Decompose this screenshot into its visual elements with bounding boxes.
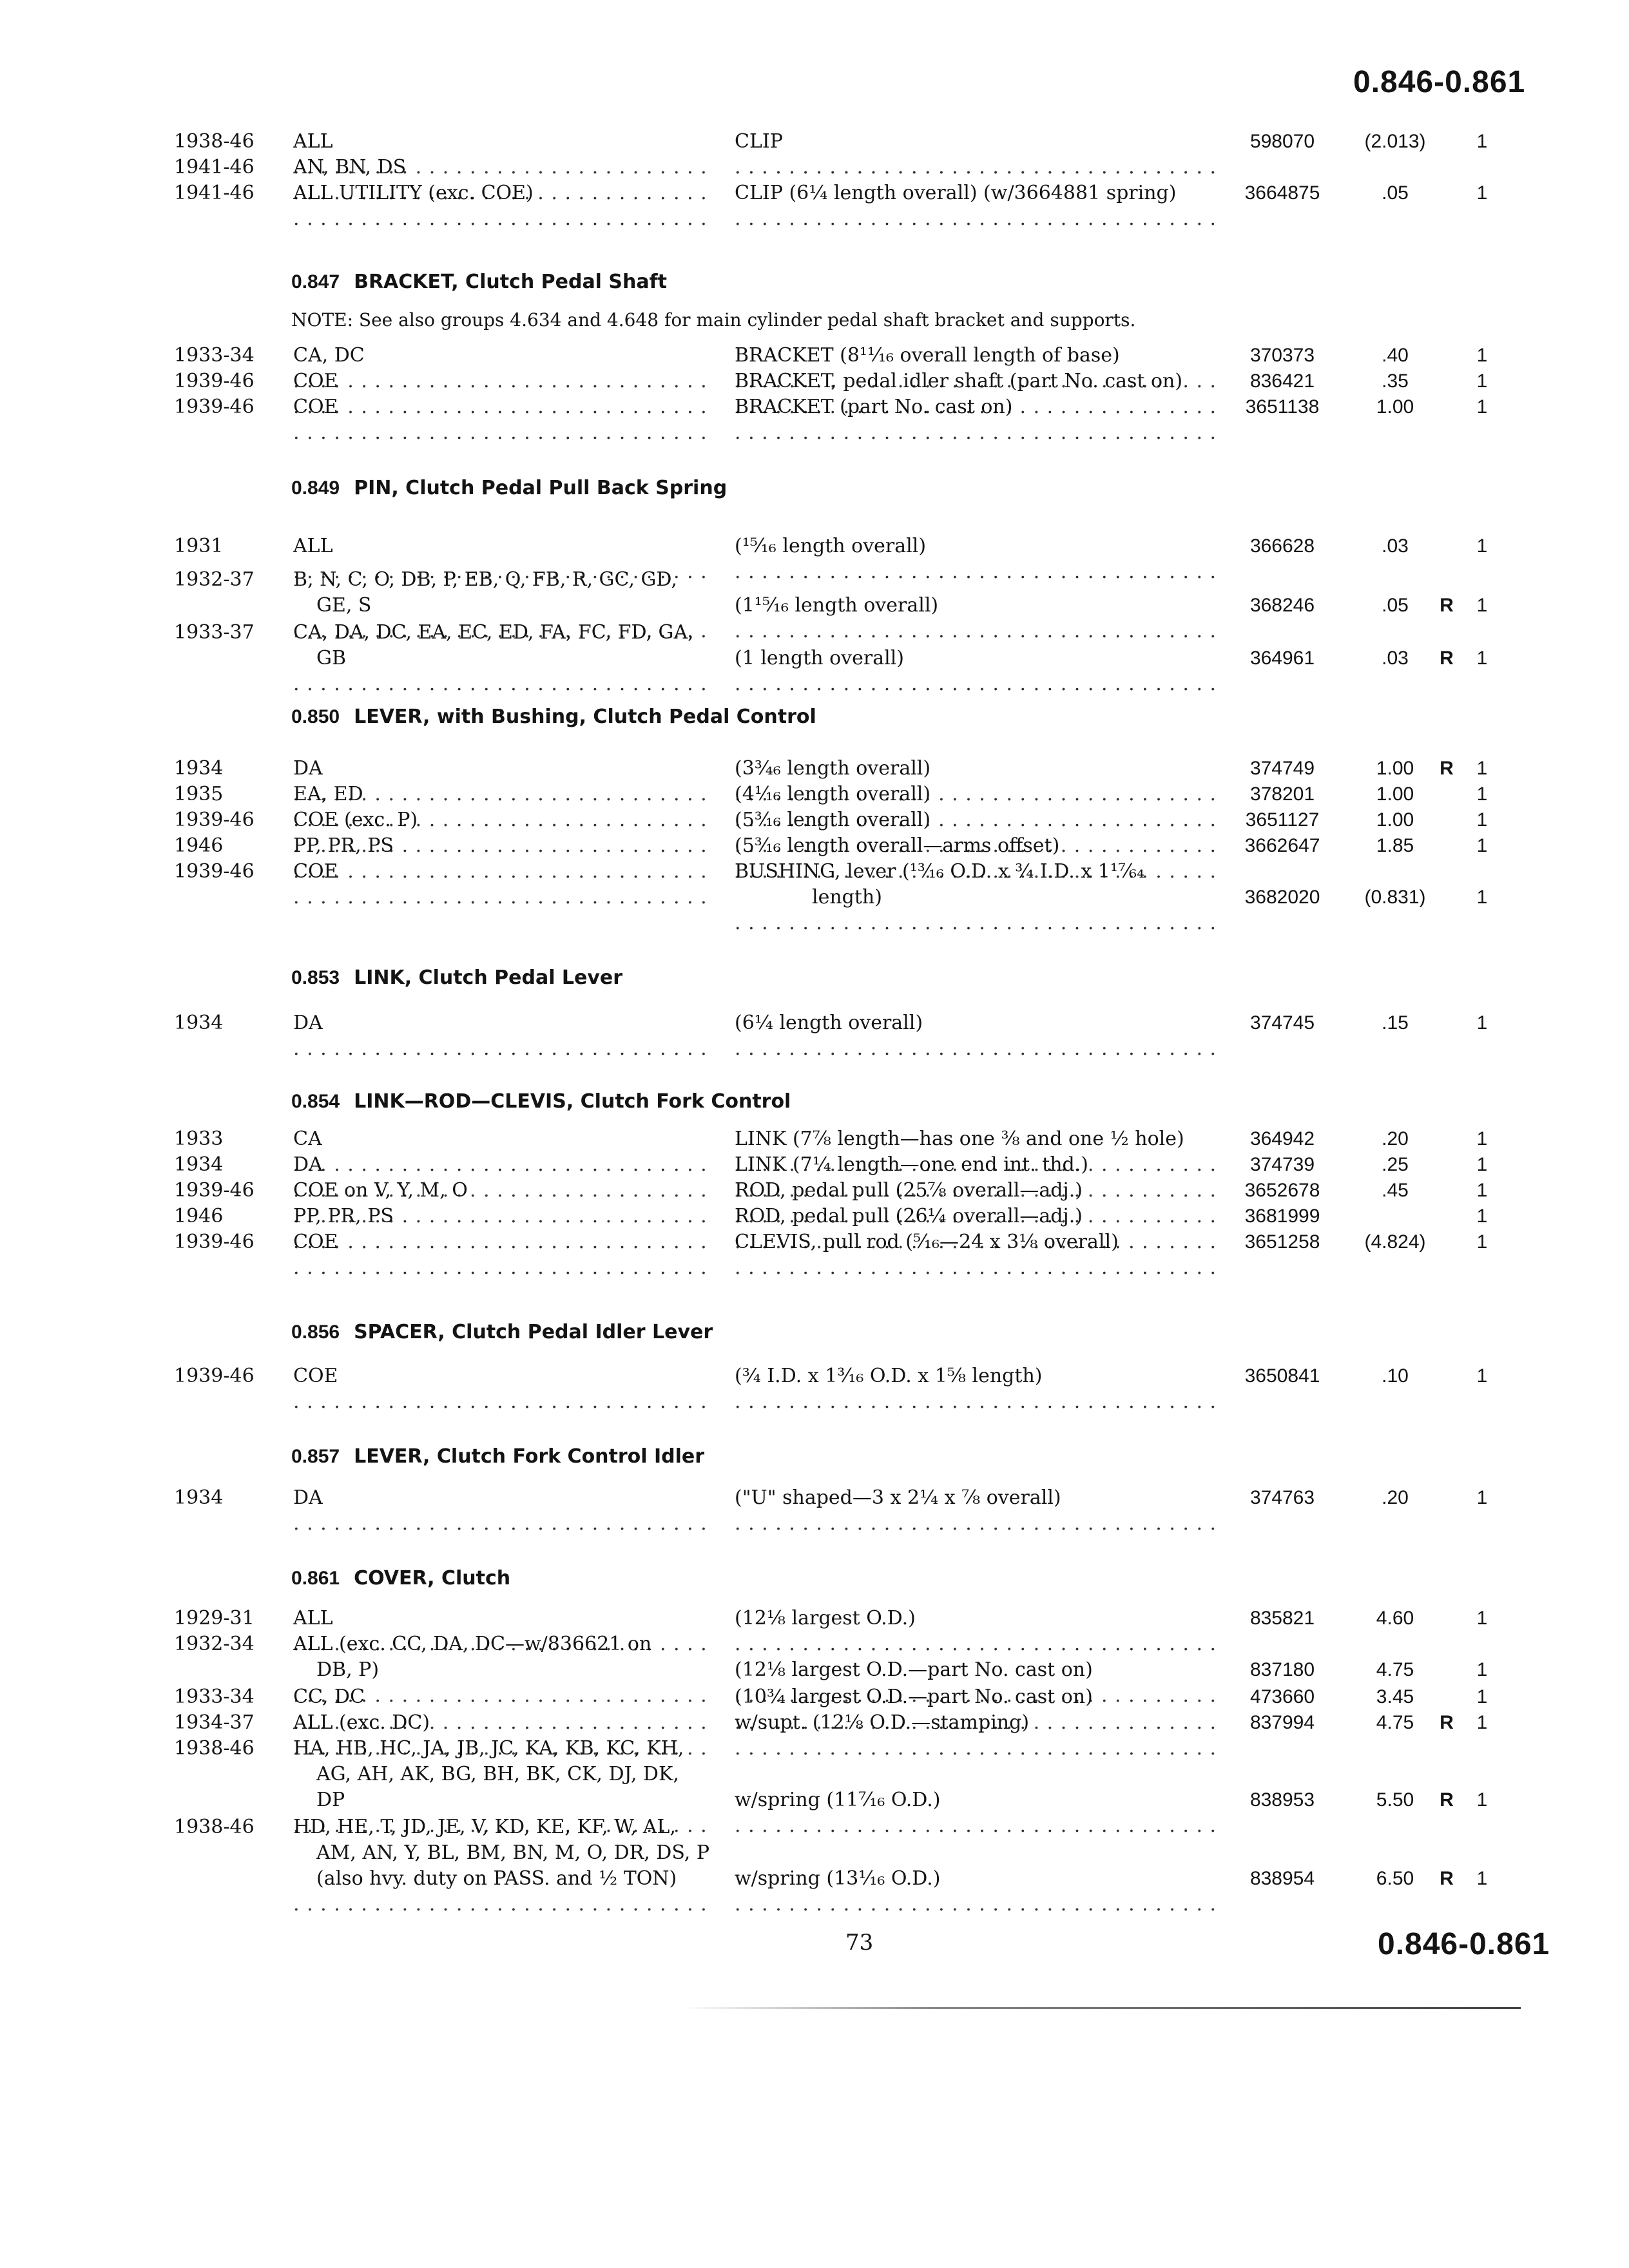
- part-description: [735, 859, 1215, 936]
- model-line: AN, BN, DS: [293, 156, 407, 178]
- part-number: 3650841: [1244, 1365, 1320, 1387]
- year-range: 1933-34: [174, 344, 255, 367]
- quantity: 1: [1476, 809, 1488, 831]
- year-range: 1938-46: [174, 130, 255, 153]
- quantity: 1: [1476, 1789, 1488, 1811]
- section-name: LEVER, Clutch Fork Control Idler: [354, 1445, 705, 1468]
- description-line: (¹⁵⁄₁₆ length overall): [735, 535, 927, 557]
- part-number: 3662647: [1244, 835, 1320, 856]
- year-range: 1938-46: [174, 1816, 255, 1838]
- part-description: [735, 180, 1215, 232]
- part-number: 3652678: [1244, 1180, 1320, 1201]
- description-line: CLIP (6¼ length overall) (w/3664881 spring): [735, 182, 1177, 204]
- year-range: 1939-46: [174, 809, 255, 831]
- replacement-flag: R: [1440, 758, 1454, 779]
- model-line: ALL (exc. CC, DA, DC—w/836621 on: [293, 1633, 652, 1655]
- quantity: 1: [1476, 182, 1488, 204]
- price: .45: [1382, 1180, 1409, 1201]
- price: 1.85: [1376, 835, 1414, 856]
- year-range: 1939-46: [174, 396, 255, 418]
- year-range: 1932-34: [174, 1633, 255, 1655]
- model-line: AG, AH, AK, BG, BH, BK, CK, DJ, DK,: [316, 1763, 679, 1785]
- footer-range: 0.846-0.861: [1378, 1927, 1550, 1961]
- part-number: 374745: [1249, 1012, 1315, 1033]
- part-number: 368246: [1249, 595, 1315, 616]
- description-line: BRACKET (part No. cast on): [735, 396, 1013, 418]
- part-number: 598070: [1249, 131, 1315, 152]
- section-title: [291, 1445, 704, 1468]
- year-range: 1939-46: [174, 860, 255, 883]
- price: .20: [1382, 1487, 1409, 1508]
- part-number: 370373: [1249, 345, 1315, 366]
- description-line: w/spring (13¹⁄₁₆ O.D.): [735, 1867, 941, 1890]
- quantity: 1: [1476, 396, 1488, 418]
- part-number: 374763: [1249, 1487, 1315, 1508]
- price: .20: [1382, 1128, 1409, 1149]
- replacement-flag: R: [1440, 595, 1454, 616]
- price: 1.00: [1376, 758, 1414, 779]
- quantity: 1: [1476, 758, 1488, 779]
- model-line: COE: [293, 1231, 338, 1253]
- description-line: (3¾₆ length overall): [735, 757, 931, 780]
- model-line: DA: [293, 1012, 323, 1034]
- section-name: SPACER, Clutch Pedal Idler Lever: [354, 1321, 713, 1343]
- price: 1.00: [1376, 783, 1414, 805]
- quantity: 1: [1476, 835, 1488, 856]
- quantity: 1: [1476, 1012, 1488, 1033]
- description-line: ROD, pedal pull (26¼ overall—adj.): [735, 1205, 1083, 1227]
- year-range: 1934: [174, 1153, 224, 1176]
- quantity: 1: [1476, 535, 1488, 557]
- model-line: CA, DA, DC, EA, EC, ED, FA, FC, FD, GA,: [293, 621, 694, 644]
- description-line: (6¼ length overall): [735, 1012, 923, 1034]
- part-description: [735, 533, 1215, 585]
- part-number: 837180: [1249, 1659, 1315, 1680]
- section-title: [291, 1567, 510, 1590]
- model-line: PP, PR, PS: [293, 834, 394, 857]
- quantity: 1: [1476, 1659, 1488, 1680]
- description-line: BRACKET, pedal idler shaft (part No. cast on): [735, 370, 1183, 392]
- replacement-flag: R: [1440, 1868, 1454, 1889]
- price: .35: [1382, 370, 1409, 392]
- year-range: 1946: [174, 834, 224, 857]
- description-line: w/spring (11⁷⁄₁₆ O.D.): [735, 1789, 941, 1811]
- price: 4.60: [1376, 1608, 1414, 1629]
- model-line: DA: [293, 757, 323, 780]
- model-list: [293, 180, 712, 232]
- part-number: 374739: [1249, 1154, 1315, 1175]
- header-range: 0.846-0.861: [1353, 65, 1526, 99]
- model-line: ALL: [293, 130, 333, 153]
- quantity: 1: [1476, 1154, 1488, 1175]
- quantity: 1: [1476, 131, 1488, 152]
- model-line: COE: [293, 396, 338, 418]
- model-list: [293, 394, 712, 446]
- description-line: LINK (7¼ length—one end int. thd.): [735, 1153, 1088, 1176]
- part-number: 835821: [1249, 1608, 1315, 1629]
- part-number: 838954: [1249, 1868, 1315, 1889]
- year-range: 1932-37: [174, 568, 255, 591]
- quantity: 1: [1476, 1686, 1488, 1707]
- model-list: [293, 859, 712, 910]
- description-line: (12⅛ largest O.D.—part No. cast on): [735, 1658, 1093, 1681]
- model-line: COE: [293, 370, 338, 392]
- section-name: LINK, Clutch Pedal Lever: [354, 966, 623, 989]
- part-number: 473660: [1249, 1686, 1315, 1707]
- model-line: B, N, C, O, DB, P, EB, Q, FB, R, GC, GD,: [293, 568, 677, 591]
- price: (4.824): [1364, 1231, 1426, 1253]
- year-range: 1934: [174, 1486, 224, 1509]
- price: (0.831): [1364, 887, 1426, 908]
- price: .03: [1382, 535, 1409, 557]
- section-name: COVER, Clutch: [354, 1567, 511, 1590]
- part-description: [735, 1710, 1215, 1762]
- year-range: 1933: [174, 1128, 224, 1150]
- section-title: [291, 1090, 791, 1113]
- year-range: 1933-34: [174, 1686, 255, 1708]
- price: 3.45: [1376, 1686, 1414, 1707]
- replacement-flag: R: [1440, 648, 1454, 669]
- section-number: 0.856: [291, 1321, 340, 1343]
- model-line: COE (exc. P): [293, 809, 418, 831]
- year-range: 1939-46: [174, 1365, 255, 1387]
- section-note: NOTE: See also groups 4.634 and 4.648 for main cylinder pedal shaft bracket and supports.: [291, 309, 1136, 331]
- part-description: [735, 155, 1215, 180]
- quantity: 1: [1476, 595, 1488, 616]
- model-line: DB, P): [316, 1658, 380, 1681]
- part-number: 374749: [1249, 758, 1315, 779]
- price: 6.50: [1376, 1868, 1414, 1889]
- quantity: 1: [1476, 370, 1488, 392]
- section-name: PIN, Clutch Pedal Pull Back Spring: [354, 477, 728, 499]
- model-line: COE on V, Y, M, O: [293, 1179, 468, 1202]
- section-number: 0.857: [291, 1446, 340, 1467]
- part-number: 837994: [1249, 1712, 1315, 1733]
- model-line: EA, ED: [293, 783, 363, 805]
- price: 1.00: [1376, 809, 1414, 831]
- model-line: DP: [316, 1789, 345, 1811]
- description-line: LINK (7⅞ length—has one ⅜ and one ½ hole): [735, 1128, 1184, 1150]
- part-number: 366628: [1249, 535, 1315, 557]
- description-line: (¾ I.D. x 1³⁄₁₆ O.D. x 1⅝ length): [735, 1365, 1043, 1387]
- section-number: 0.854: [291, 1091, 340, 1112]
- model-line: ALL: [293, 535, 333, 557]
- replacement-flag: R: [1440, 1789, 1454, 1811]
- description-line: CLEVIS, pull rod (⁵⁄₁₆—24 x 3⅛ overall): [735, 1231, 1119, 1253]
- part-description: [735, 1866, 1215, 1917]
- part-description: [735, 1606, 1215, 1657]
- year-range: 1939-46: [174, 370, 255, 392]
- model-line: AM, AN, Y, BL, BM, BN, M, O, DR, DS, P: [316, 1841, 710, 1864]
- section-number: 0.850: [291, 706, 340, 727]
- section-title: [291, 706, 816, 728]
- part-description: [735, 1485, 1215, 1537]
- part-number: 3651258: [1244, 1231, 1320, 1253]
- description-line: (4¹⁄₁₆ length overall): [735, 783, 931, 805]
- year-range: 1941-46: [174, 182, 255, 204]
- description-line: (1 length overall): [735, 647, 904, 669]
- year-range: 1939-46: [174, 1231, 255, 1253]
- part-description: [735, 593, 1215, 644]
- price: .05: [1382, 182, 1409, 204]
- quantity: 1: [1476, 1128, 1488, 1149]
- model-line: COE: [293, 1365, 338, 1387]
- page-number: 73: [845, 1930, 874, 1956]
- part-number: 364942: [1249, 1128, 1315, 1149]
- quantity: 1: [1476, 1608, 1488, 1629]
- quantity: 1: [1476, 1868, 1488, 1889]
- year-range: 1935: [174, 783, 224, 805]
- section-number: 0.853: [291, 967, 340, 988]
- model-line: DA: [293, 1153, 323, 1176]
- part-number: 3651127: [1245, 809, 1320, 831]
- description-line: (10¾ largest O.D.—part No. cast on): [735, 1686, 1093, 1708]
- model-line: CA, DC: [293, 344, 365, 367]
- part-number: 378201: [1249, 783, 1315, 805]
- price: .05: [1382, 595, 1409, 616]
- model-list: [293, 1229, 712, 1281]
- part-number: 836421: [1249, 370, 1315, 392]
- bottom-rule: [683, 2007, 1521, 2009]
- model-list: [293, 620, 712, 697]
- description-line: CLIP: [735, 130, 783, 153]
- model-line: DA: [293, 1486, 323, 1509]
- section-title: [291, 1321, 713, 1343]
- part-number: 364961: [1249, 648, 1315, 669]
- description-line: ("U" shaped—3 x 2¼ x ⅞ overall): [735, 1486, 1061, 1509]
- year-range: 1946: [174, 1205, 224, 1227]
- price: 1.00: [1376, 396, 1414, 418]
- model-line: COE: [293, 860, 338, 883]
- price: 4.75: [1376, 1659, 1414, 1680]
- description-line: BRACKET (8¹¹⁄₁₆ overall length of base): [735, 344, 1120, 367]
- year-range: 1941-46: [174, 156, 255, 178]
- part-number: 838953: [1249, 1789, 1315, 1811]
- part-description: [735, 1363, 1215, 1415]
- part-description: [735, 646, 1215, 697]
- price: .10: [1382, 1365, 1409, 1387]
- price: (2.013): [1364, 131, 1426, 152]
- model-line: HA, HB, HC, JA, JB, JC, KA, KB, KC, KH,: [293, 1737, 684, 1760]
- description-line: (5³⁄₁₆ length overall—arms offset): [735, 834, 1060, 857]
- section-number: 0.861: [291, 1568, 340, 1589]
- section-title: [291, 271, 667, 293]
- model-line: PP, PR, PS: [293, 1205, 394, 1227]
- model-line: CA: [293, 1128, 322, 1150]
- year-range: 1931: [174, 535, 224, 557]
- model-list: [293, 1814, 712, 1917]
- model-list: [293, 1363, 712, 1415]
- description-line: ROD, pedal pull (25⅞ overall—adj.): [735, 1179, 1083, 1202]
- model-line: ALL (exc. DC): [293, 1711, 430, 1734]
- quantity: 1: [1476, 1231, 1488, 1253]
- section-title: [291, 966, 622, 989]
- model-line: ALL: [293, 1607, 333, 1629]
- description-line: (12⅛ largest O.D.): [735, 1607, 916, 1629]
- section-number: 0.847: [291, 271, 340, 293]
- model-line: (also hvy. duty on PASS. and ½ TON): [316, 1867, 677, 1890]
- quantity: 1: [1476, 1365, 1488, 1387]
- price: .03: [1382, 648, 1409, 669]
- quantity: 1: [1476, 345, 1488, 366]
- model-list: [293, 1485, 712, 1537]
- model-line: GB: [316, 647, 347, 669]
- part-description: [735, 1229, 1215, 1281]
- part-description: [735, 1787, 1215, 1839]
- quantity: 1: [1476, 783, 1488, 805]
- quantity: 1: [1476, 1180, 1488, 1201]
- section-name: BRACKET, Clutch Pedal Shaft: [354, 271, 668, 293]
- year-range: 1929-31: [174, 1607, 255, 1629]
- part-number: 3681999: [1244, 1206, 1320, 1227]
- quantity: 1: [1476, 1712, 1488, 1733]
- year-range: 1934: [174, 1012, 224, 1034]
- price: 4.75: [1376, 1712, 1414, 1733]
- year-range: 1933-37: [174, 621, 255, 644]
- part-number: 3651138: [1245, 396, 1320, 418]
- model-line: GE, S: [316, 594, 372, 617]
- section-title: [291, 477, 727, 499]
- model-line: ALL UTILITY (exc. COE): [293, 182, 534, 204]
- model-list: [293, 1010, 712, 1062]
- quantity: 1: [1476, 1206, 1488, 1227]
- section-name: LINK—ROD—CLEVIS, Clutch Fork Control: [354, 1090, 791, 1113]
- model-line: HD, HE, T, JD, JE, V, KD, KE, KF, W, AL,: [293, 1816, 676, 1838]
- year-range: 1934: [174, 757, 224, 780]
- part-description: [735, 394, 1215, 446]
- price: .25: [1382, 1154, 1409, 1175]
- section-number: 0.849: [291, 477, 340, 499]
- quantity: 1: [1476, 1487, 1488, 1508]
- year-range: 1939-46: [174, 1179, 255, 1202]
- model-line: CC, DC: [293, 1686, 365, 1708]
- description-line: BUSHING, lever (¹³⁄₁₆ O.D. x ¾ I.D. x 1¹⁷⁄₆₄: [735, 860, 1144, 883]
- part-number: 3682020: [1244, 887, 1320, 908]
- section-name: LEVER, with Bushing, Clutch Pedal Control: [354, 706, 816, 728]
- part-number: 3664875: [1244, 182, 1320, 204]
- description-line: length): [812, 886, 882, 908]
- description-line: (1¹⁵⁄₁₆ length overall): [735, 594, 939, 617]
- replacement-flag: R: [1440, 1712, 1454, 1733]
- quantity: 1: [1476, 648, 1488, 669]
- price: 5.50: [1376, 1789, 1414, 1811]
- quantity: 1: [1476, 887, 1488, 908]
- year-range: 1938-46: [174, 1737, 255, 1760]
- price: .40: [1382, 345, 1409, 366]
- description-line: (5³⁄₁₆ length overall): [735, 809, 931, 831]
- part-description: [735, 1010, 1215, 1062]
- description-line: w/supt. (12⅛ O.D.—stamping): [735, 1711, 1030, 1734]
- year-range: 1934-37: [174, 1711, 255, 1734]
- price: .15: [1382, 1012, 1409, 1033]
